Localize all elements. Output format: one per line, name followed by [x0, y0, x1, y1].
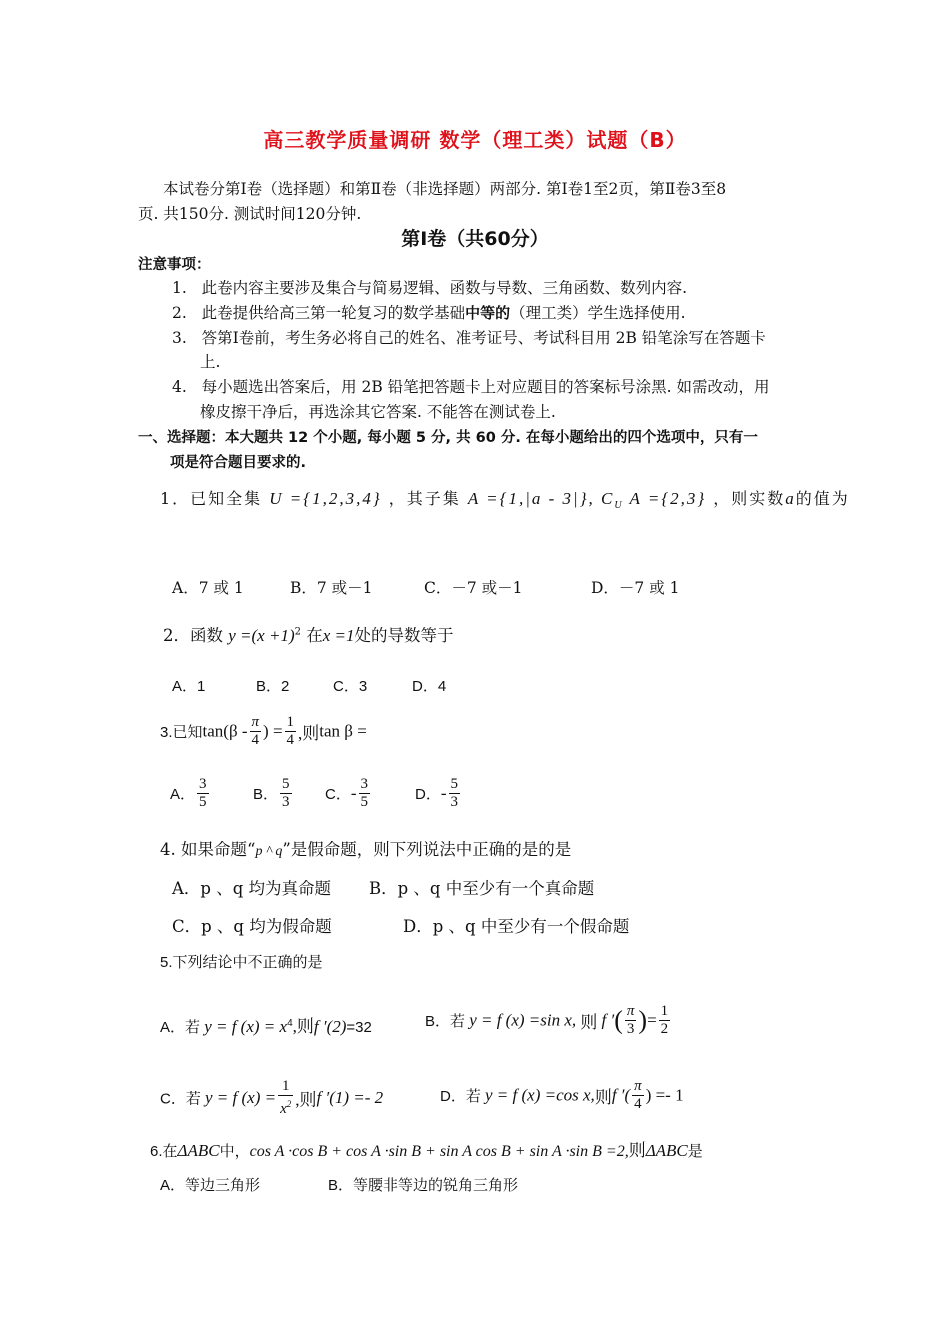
q3-option-d[interactable] [415, 776, 462, 811]
q-math: f ′(2) [313, 1017, 347, 1036]
numerator: 1 [660, 1003, 669, 1019]
q5-option-c[interactable] [160, 1078, 383, 1118]
q-label: 3.已知 [160, 724, 203, 741]
q2-option-d[interactable]: D．4 [412, 678, 447, 695]
denominator-base: x [280, 1101, 287, 1117]
q-var: a [785, 489, 796, 508]
intro-line-2: 页. 共150分. 测试时间120分钟. [138, 205, 362, 223]
numerator: π [634, 1078, 642, 1094]
fraction [250, 714, 262, 749]
denominator: 3 [450, 794, 459, 810]
q-text: 处的导数等于 [354, 626, 454, 645]
q-math: y = f (x) = [205, 1088, 277, 1107]
q5-option-d[interactable] [440, 1078, 684, 1113]
q-label: 6.在 [150, 1143, 178, 1160]
notice-item-4-cont: 橡皮擦干净后，再选涂其它答案. 不能答在测试卷上. [200, 403, 556, 421]
q-math: ,则 [295, 1090, 317, 1110]
q-math: 则 [594, 1088, 612, 1107]
numerator: 3 [360, 776, 369, 792]
q4-option-c[interactable]: C．p 、q 均为假命题 [172, 917, 332, 936]
q-math: 则 [580, 1013, 598, 1032]
q-math: ) = [263, 721, 283, 741]
q-math: y =(x +1) [228, 626, 295, 645]
q-math: ,则 [292, 1017, 314, 1036]
numerator: 5 [282, 776, 290, 792]
option-label: A．若 [160, 1019, 201, 1036]
numerator: 1 [278, 1078, 293, 1096]
q4-option-b[interactable]: B．p 、q 中至少有一个真命题 [369, 879, 595, 898]
notice-text: 每小题选出答案后，用 2B 铅笔把答题卡上对应题目的答案标号涂黑. 如需改动，用 [201, 378, 770, 396]
q-text: 的值为 [795, 489, 850, 508]
q-math: y = f (x) = x [204, 1017, 288, 1036]
q-math: tan(β - [202, 721, 248, 741]
q-sub: U [614, 500, 624, 512]
notice-heading: 注意事项： [138, 257, 211, 273]
q-math: ΔABC [645, 1141, 688, 1160]
numerator: π [251, 714, 260, 730]
q1-option-d[interactable]: D．－7 或 1 [591, 579, 680, 597]
q-math: ΔABC [177, 1141, 220, 1160]
section-title: 第Ⅰ卷（共60分） [401, 228, 549, 250]
q-math: = [647, 1010, 657, 1030]
option-label: B． [253, 786, 279, 803]
notice-text: 此卷内容主要涉及集合与简易逻辑、函数与导数、三角函数、数列内容. [201, 279, 688, 297]
q-exp: 2 [294, 626, 301, 638]
paren-right: ) [638, 1005, 648, 1035]
q-math: A ={2,3} [623, 489, 707, 508]
fraction [197, 776, 209, 811]
q2-option-a[interactable]: A．1 [172, 678, 206, 695]
q-math: f ′ [601, 1010, 615, 1030]
denominator: 4 [251, 732, 260, 748]
part1-line-1: 一、选择题：本大题共 12 个小题, 每小题 5 分, 共 60 分. 在每小题给出的四个选项中，只有一 [138, 430, 758, 446]
q1-option-b[interactable]: B．7 或－1 [290, 579, 373, 597]
q1-option-a[interactable]: A．7 或 1 [172, 579, 244, 597]
notice-num: 4. [172, 378, 187, 396]
notice-item-3 [172, 325, 766, 351]
q4-option-d[interactable]: D．p 、q 中至少有一个假命题 [403, 917, 630, 936]
document-title: 高三教学质量调研 数学（理工类）试题（B） [263, 128, 687, 152]
option-label: C．若 [160, 1090, 201, 1108]
q-math: x =1 [322, 626, 355, 645]
denominator: 5 [360, 794, 369, 810]
numerator: 1 [286, 714, 295, 730]
q-math: f ′( [611, 1085, 631, 1105]
q-exp: 4 [287, 1018, 293, 1029]
q-math: f ′(1) =- 2 [316, 1088, 384, 1107]
notice-num: 1. [172, 279, 187, 297]
denominator: 4 [286, 732, 295, 748]
notice-item-2 [172, 300, 686, 326]
denominator: 4 [634, 1096, 642, 1112]
question-5: 5.下列结论中不正确的是 [160, 954, 323, 971]
fraction [359, 776, 371, 811]
q5-option-a[interactable] [160, 1012, 372, 1037]
q4-option-a[interactable]: A．p 、q 均为真命题 [172, 879, 332, 898]
option-label: B．若 [425, 1013, 466, 1030]
q1-option-c[interactable]: C．－7 或－1 [424, 579, 523, 597]
notice-item-1 [172, 275, 687, 301]
numerator: 3 [199, 776, 207, 792]
option-label: D． [415, 786, 441, 803]
q5-option-b[interactable] [425, 1003, 672, 1038]
notice-bold: 中等的 [465, 304, 511, 322]
q-label: 4. 如果命题“ [160, 840, 256, 859]
q-math: y = f (x) =sin x, [469, 1010, 577, 1030]
q3-option-b[interactable] [253, 776, 294, 811]
paren-left: ( [614, 1005, 623, 1035]
q-math: p ^ q [255, 844, 283, 859]
denominator: 2 [660, 1021, 669, 1037]
notice-item-4 [172, 374, 770, 400]
option-label: D．若 [440, 1088, 481, 1105]
fraction [285, 714, 297, 749]
q2-option-c[interactable]: C．3 [333, 678, 368, 695]
intro-line-1: 本试卷分第Ⅰ卷（选择题）和第Ⅱ卷（非选择题）两部分. 第Ⅰ卷1至2页，第Ⅱ卷3至8 [163, 180, 727, 198]
q6-option-b[interactable]: B．等腰非等边的锐角三角形 [328, 1177, 519, 1194]
numerator: 5 [450, 776, 459, 792]
part1-line-2: 项是符合题目要求的. [170, 455, 307, 471]
denominator: 5 [199, 794, 207, 810]
q-text: 中， [219, 1143, 250, 1160]
q-math: 则 [628, 1141, 646, 1160]
question-1 [160, 486, 850, 511]
denominator: 3 [626, 1021, 635, 1037]
q3-option-a[interactable] [170, 776, 211, 811]
notice-text: 答第Ⅰ卷前，考生务必将自己的姓名、准考证号、考试科目用 2B 铅笔涂写在答题卡 [201, 329, 766, 347]
q2-option-b[interactable]: B．2 [256, 678, 290, 695]
question-4 [160, 836, 571, 860]
option-sign: - [440, 783, 447, 803]
question-2 [163, 622, 454, 646]
fraction [625, 1003, 637, 1038]
notice-num: 3. [172, 329, 187, 347]
q-math: y = f (x) =cos x, [485, 1085, 595, 1105]
fraction [280, 776, 292, 811]
denominator-exp: 2 [286, 1099, 292, 1109]
notice-text: （理工类）学生选择使用. [510, 304, 686, 322]
option-sign: - [350, 783, 357, 803]
q-text: =32 [346, 1019, 372, 1036]
q-text: ，其子集 [388, 489, 461, 508]
numerator: π [626, 1003, 635, 1019]
denominator: 3 [282, 794, 290, 810]
q-text: ，则实数 [713, 489, 786, 508]
option-label: C． [325, 786, 351, 803]
q3-option-c[interactable] [325, 776, 372, 811]
notice-item-3-cont: 上. [200, 353, 221, 371]
q-math: U ={1,2,3,4} [269, 489, 382, 508]
q-math: ,则 [298, 724, 320, 743]
fraction [278, 1078, 293, 1118]
notice-num: 2. [172, 304, 187, 322]
q-label: 1．已知全集 [160, 489, 263, 508]
q-label: 2．函数 [163, 626, 223, 645]
question-6 [150, 1136, 703, 1161]
option-label: A． [170, 786, 196, 803]
q-math: ) =- 1 [645, 1085, 684, 1105]
fraction [659, 1003, 671, 1038]
q-text: 在 [300, 626, 323, 645]
notice-text: 此卷提供给高三第一轮复习的数学基础 [201, 304, 466, 322]
q-math: tan β = [319, 721, 367, 741]
fraction [449, 776, 461, 811]
fraction [632, 1078, 644, 1113]
q-text: ”是假命题，则下列说法中正确的是的是 [282, 840, 572, 859]
denominator [278, 1096, 293, 1118]
q6-option-a[interactable]: A．等边三角形 [160, 1177, 261, 1194]
q-text: 是 [687, 1143, 703, 1160]
q-math: A ={1,|a - 3|}, C [467, 489, 615, 508]
q-math: cos A ·cos B + cos A ·sin B + sin A cos B + sin A ·sin B =2, [249, 1143, 629, 1160]
question-3 [160, 714, 367, 749]
